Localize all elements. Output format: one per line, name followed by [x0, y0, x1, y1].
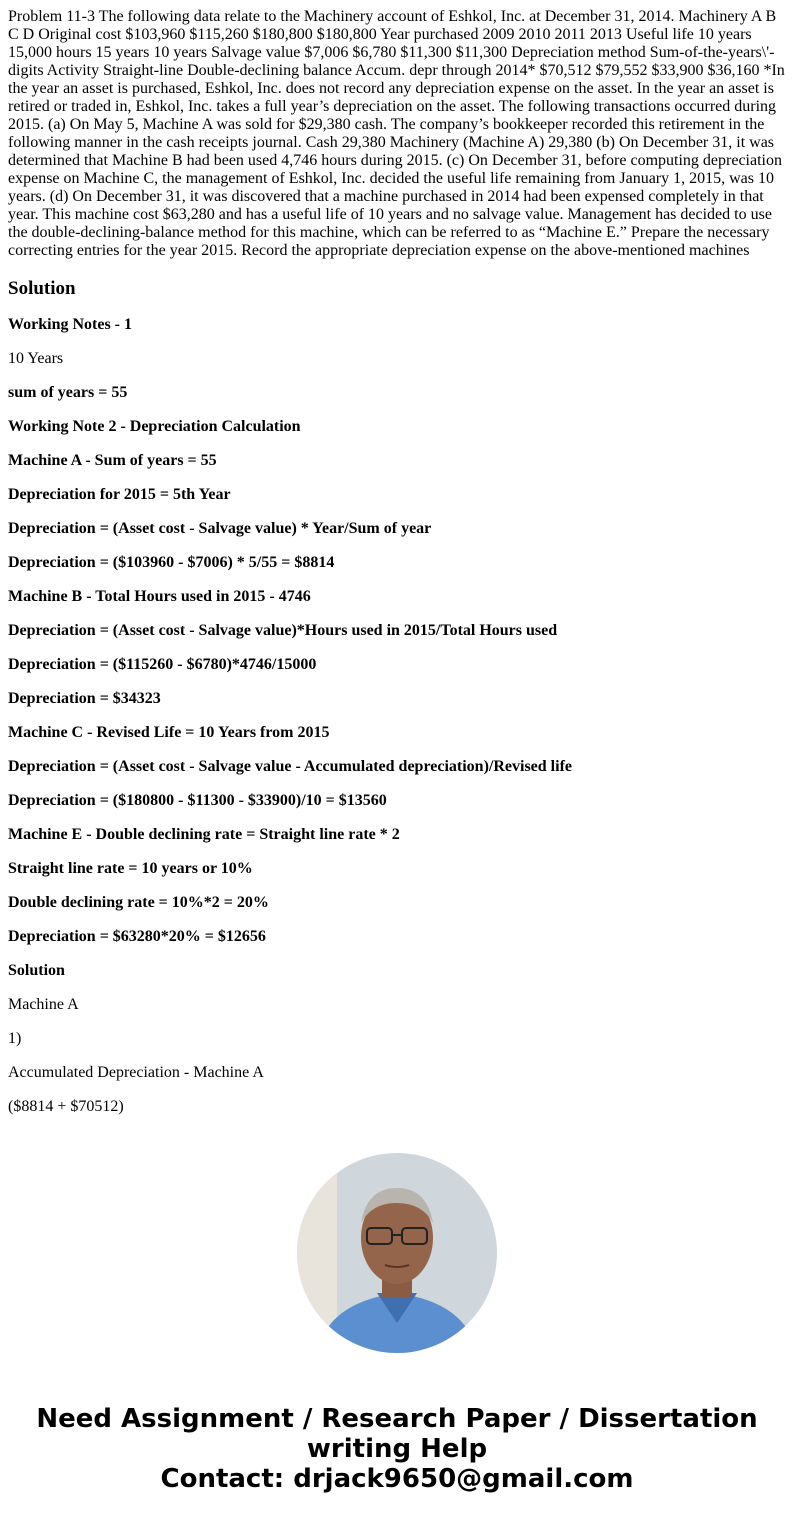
solution-line: Depreciation = $63280*20% = $12656	[8, 928, 266, 945]
solution-line: Depreciation = ($103960 - $7006) * 5/55 = $8814	[8, 554, 335, 571]
solution-line: Depreciation = (Asset cost - Salvage value - Accumulated depreciation)/Revised life	[8, 758, 572, 775]
problem-statement: Problem 11-3 The following data relate to the Machinery account of Eshkol, Inc. at December 31, 2014. Machinery A B C D Original cost $103,960 $115,260 $180,800 $180,800 Year purchased 2009 2010 2011 2013 Useful life 10 years 15,000 hours 15 years 10 years Salvage value $7,006 $6,780 $11,300 $11,300 Depreciation method Sum-of-the-years\'-digits Activity Straight-line Double-declining balance Accum. depr through 2014* $70,512 $79,552 $33,900 $36,160 *In the year an asset is purchased, Eshkol, Inc. does not record any depreciation expense on the asset. In the year an asset is retired or traded in, Eshkol, Inc. takes a full year’s depreciation on the asset. The following transactions occurred during 2015. (a) On May 5, Machine A was sold for $29,380 cash. The company’s bookkeeper recorded this retirement in the following manner in the cash receipts journal. Cash 29,380 Machinery (Machine A) 29,380 (b) On December 31, it was determined that Machine B had been used 4,746 hours during 2015. (c) On December 31, before computing depreciation expense on Machine C, the management of Eshkol, Inc. decided the useful life remaining from January 1, 2015, was 10 years. (d) On December 31, it was discovered that a machine purchased in 2014 had been expensed completely in that year. This machine cost $63,280 and has a useful life of 10 years and no salvage value. Management has decided to use the double-declining-balance method for this machine, which can be referred to as “Machine E.” Prepare the necessary correcting entries for the year 2015. Record the appropriate depreciation expense on the above-mentioned machines	[8, 8, 785, 259]
banner-line-1: Need Assignment / Research Paper / Dissertation	[36, 1404, 758, 1434]
solution-line: Straight line rate = 10 years or 10%	[8, 860, 253, 877]
solution-line: Solution	[8, 962, 65, 979]
solution-line: Working Notes - 1	[8, 316, 132, 333]
solution-line: Working Note 2 - Depreciation Calculation	[8, 418, 301, 435]
solution-line: Depreciation = (Asset cost - Salvage value)*Hours used in 2015/Total Hours used	[8, 622, 558, 639]
solution-line: Machine B - Total Hours used in 2015 - 4746	[8, 588, 311, 605]
solution-line: Machine C - Revised Life = 10 Years from 2015	[8, 724, 330, 741]
solution-line: Double declining rate = 10%*2 = 20%	[8, 894, 269, 911]
solution-line: Machine A	[8, 996, 79, 1013]
solution-line: Depreciation for 2015 = 5th Year	[8, 486, 231, 503]
document-content	[8, 0, 786, 1122]
banner-contact-email: Contact: drjack9650@gmail.com	[160, 1464, 634, 1494]
solution-line: Accumulated Depreciation - Machine A	[8, 1064, 264, 1081]
solution-line: Depreciation = ($180800 - $11300 - $33900)/10 = $13560	[8, 792, 387, 809]
solution-lines	[8, 316, 786, 1116]
solution-line: Depreciation = ($115260 - $6780)*4746/15000	[8, 656, 317, 673]
solution-line: sum of years = 55	[8, 384, 128, 401]
solution-line: Machine E - Double declining rate = Straight line rate * 2	[8, 826, 400, 843]
solution-line: 1)	[8, 1030, 22, 1047]
solution-line: ($8814 + $70512)	[8, 1098, 124, 1115]
contact-banner	[0, 1404, 794, 1494]
solution-line: Depreciation = (Asset cost - Salvage value) * Year/Sum of year	[8, 520, 432, 537]
banner-line-2: writing Help	[306, 1434, 488, 1464]
solution-heading: Solution	[8, 278, 76, 299]
solution-line: Depreciation = $34323	[8, 690, 161, 707]
author-avatar	[297, 1153, 497, 1353]
solution-line: Machine A - Sum of years = 55	[8, 452, 217, 469]
solution-line: 10 Years	[8, 350, 64, 367]
